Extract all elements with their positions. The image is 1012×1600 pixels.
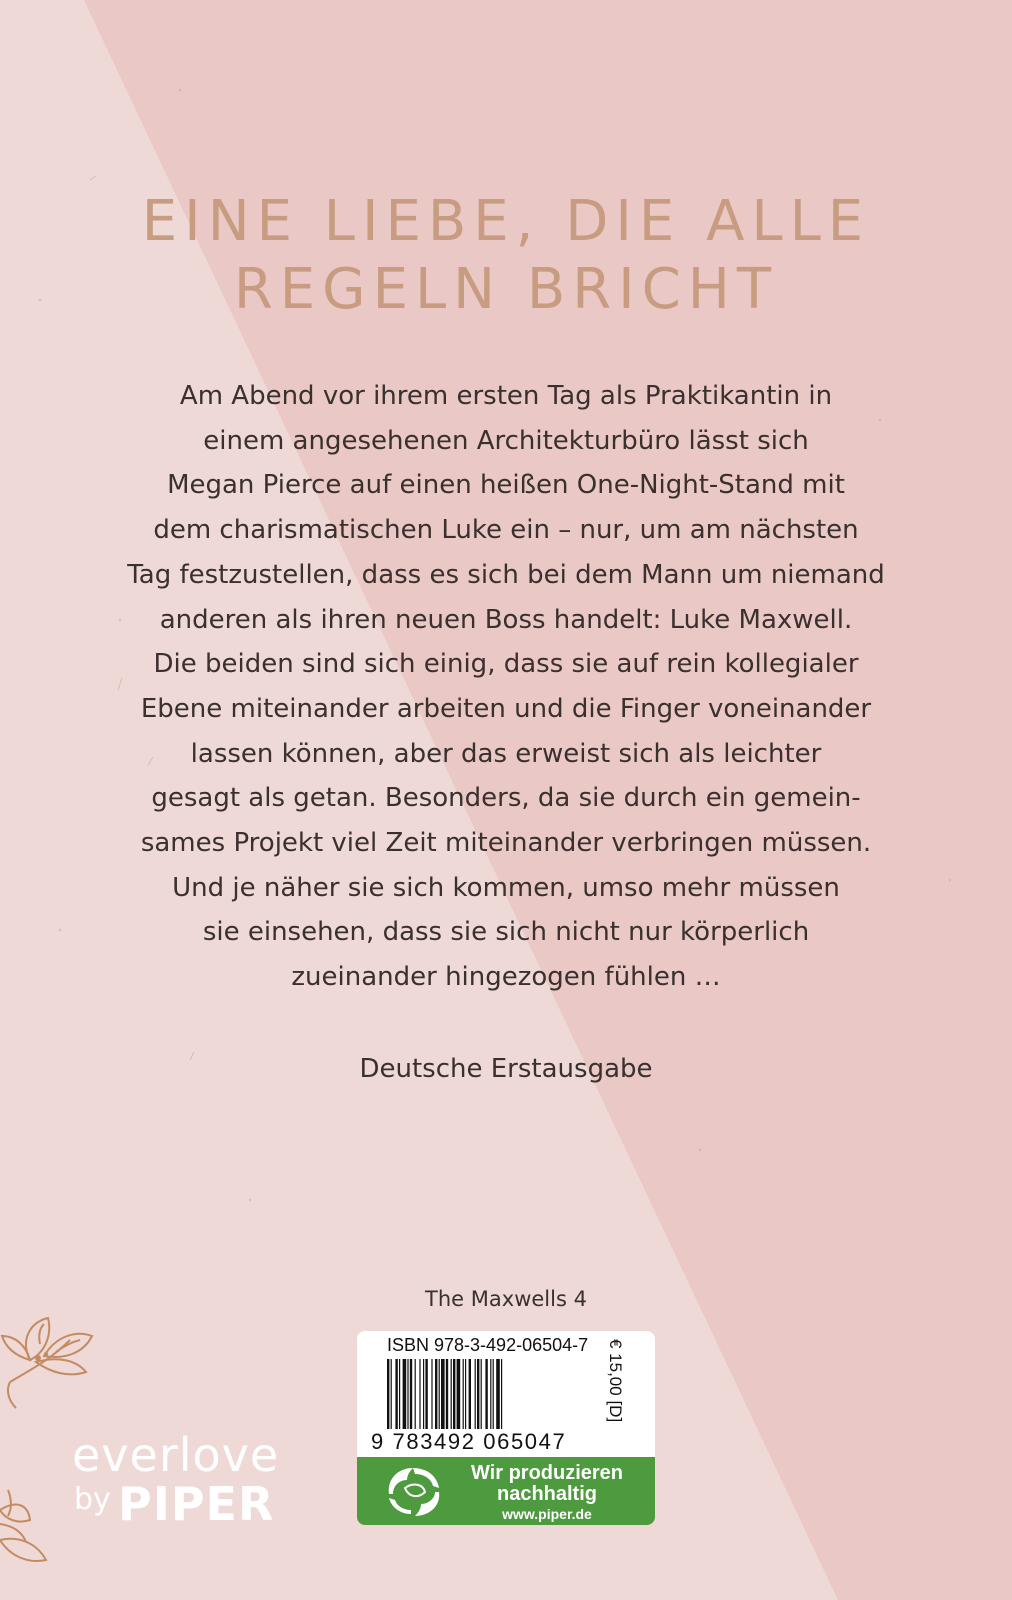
barcode-bar bbox=[469, 1359, 471, 1429]
headline-line-2: REGELN BRICHT bbox=[233, 257, 779, 322]
eco-text bbox=[457, 1463, 637, 1523]
blurb-line: sames Projekt viel Zeit miteinander verbringen müssen. bbox=[140, 828, 872, 859]
barcode-bar bbox=[463, 1359, 464, 1429]
barcode-bar bbox=[446, 1359, 448, 1429]
barcode-bar bbox=[423, 1359, 424, 1429]
eco-url: www.piper.de bbox=[502, 1506, 592, 1522]
eco-banner bbox=[357, 1457, 655, 1525]
barcode-bar bbox=[481, 1359, 482, 1429]
barcode-bar bbox=[501, 1359, 502, 1429]
price-label: € 15,00 [D] bbox=[606, 1339, 625, 1423]
barcode-bar bbox=[431, 1359, 432, 1429]
barcode-bar bbox=[395, 1359, 397, 1429]
series-label: The Maxwells 4 bbox=[425, 1287, 587, 1311]
barcode-bar bbox=[403, 1359, 407, 1429]
barcode-bar bbox=[493, 1359, 494, 1429]
edition-label: Deutsche Erstausgabe bbox=[359, 1054, 653, 1084]
barcode-bar bbox=[465, 1359, 466, 1429]
headline bbox=[0, 188, 1012, 324]
headline-line-1: EINE LIEBE, DIE ALLE bbox=[141, 189, 871, 254]
barcode-bar bbox=[457, 1359, 461, 1429]
blurb-line: gesagt als getan. Besonders, da sie durch ein gemein- bbox=[151, 783, 861, 814]
barcode-bar bbox=[453, 1359, 455, 1429]
blurb-line: Die beiden sind sich einig, dass sie auf rein kollegialer bbox=[153, 649, 859, 680]
blurb-line: Am Abend vor ihrem ersten Tag als Praktikantin in bbox=[179, 381, 833, 411]
eco-line-1: Wir produzieren bbox=[470, 1462, 624, 1484]
blurb-line: sie einsehen, dass sie sich nicht nur körperlich bbox=[202, 917, 810, 948]
barcode-bar bbox=[485, 1359, 487, 1429]
logo-everlove: everlove bbox=[72, 1428, 280, 1482]
recycle-leaf-icon bbox=[383, 1464, 445, 1518]
blurb-line: einem angesehenen Architekturbüro lässt sich bbox=[203, 425, 809, 456]
barcode-bar bbox=[415, 1359, 416, 1429]
barcode-bars bbox=[387, 1359, 601, 1429]
blurb-line: lassen können, aber das erweist sich als leichter bbox=[190, 738, 822, 769]
eco-line-2: nachhaltig bbox=[496, 1483, 597, 1505]
logo-piper: PIPER bbox=[118, 1477, 275, 1531]
flower-ornament-top bbox=[0, 1300, 110, 1420]
barcode-bar bbox=[399, 1359, 400, 1429]
blurb-line: Ebene miteinander arbeiten und die Finger voneinander bbox=[140, 693, 872, 724]
blurb-text bbox=[0, 374, 1012, 1000]
barcode-box bbox=[357, 1331, 655, 1525]
barcode-bar bbox=[439, 1359, 440, 1429]
blurb-line: zueinander hingezogen fühlen … bbox=[291, 962, 721, 993]
logo-by: by bbox=[74, 1482, 111, 1517]
barcode-bar bbox=[477, 1359, 479, 1429]
barcode-bar bbox=[410, 1359, 412, 1429]
barcode-bar bbox=[387, 1359, 389, 1429]
barcode-bar bbox=[490, 1359, 491, 1429]
flower-ornament-bottom bbox=[0, 1480, 70, 1590]
barcode-bar bbox=[407, 1359, 408, 1429]
blurb-line: Megan Pierce auf einen heißen One-Night-Stand mit bbox=[167, 470, 845, 501]
blurb-line: Tag festzustellen, dass es sich bei dem Mann um niemand bbox=[127, 559, 885, 590]
publisher-logo bbox=[72, 1430, 312, 1530]
blurb-line: anderen als ihren neuen Boss handelt: Luke Maxwell. bbox=[159, 604, 853, 635]
isbn-text: ISBN 978-3-492-06504-7 bbox=[387, 1335, 589, 1355]
barcode-bar bbox=[475, 1359, 476, 1429]
barcode-bar bbox=[496, 1359, 500, 1429]
barcode-bar bbox=[391, 1359, 392, 1429]
ean-digits: 9 783492 065047 bbox=[371, 1429, 567, 1454]
blurb-line: Und je näher sie sich kommen, umso mehr müssen bbox=[172, 872, 840, 903]
barcode-bar bbox=[435, 1359, 437, 1429]
barcode-bar bbox=[425, 1359, 427, 1429]
barcode-bar bbox=[441, 1359, 445, 1429]
barcode-bar bbox=[419, 1359, 420, 1429]
price-vertical bbox=[601, 1339, 631, 1459]
blurb-line: dem charismatischen Luke ein – nur, um am nächsten bbox=[153, 515, 859, 546]
barcode-bar bbox=[451, 1359, 452, 1429]
